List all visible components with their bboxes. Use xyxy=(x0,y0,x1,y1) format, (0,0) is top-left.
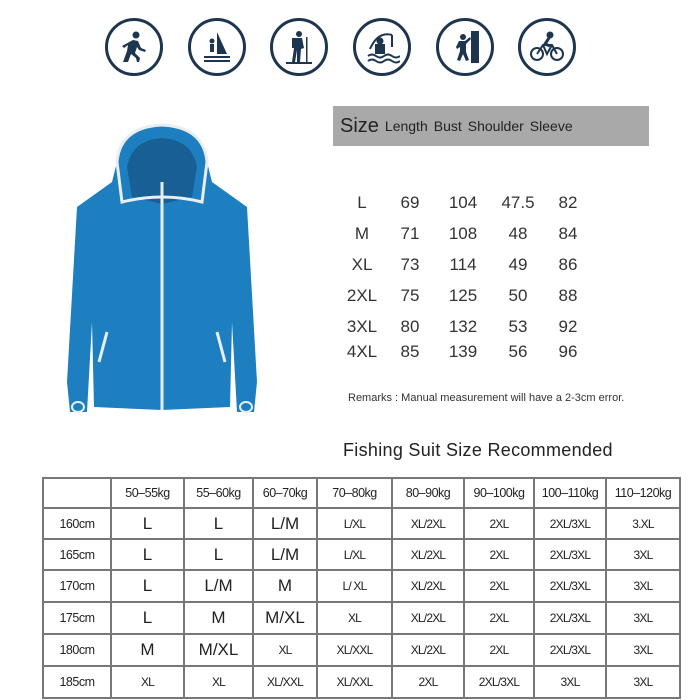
size-cell: M xyxy=(253,570,317,602)
size-cell: 3XL xyxy=(606,666,680,698)
header-shoulder: Shoulder xyxy=(467,118,524,134)
size-cell: 2XL xyxy=(464,570,534,602)
column-header: 55–60kg xyxy=(184,478,253,508)
size-cell: 3.XL xyxy=(606,508,680,539)
remark: Remarks : Manual measurement will have a 2-3cm error. xyxy=(348,392,625,404)
walking-icon xyxy=(105,18,163,76)
size-cell: L/M xyxy=(253,539,317,570)
size-cell: 2XL xyxy=(464,508,534,539)
measurement-value: 96 xyxy=(558,342,578,361)
recommend-table xyxy=(42,477,681,699)
size-cell: XL xyxy=(111,666,184,698)
size-cell: M/XL xyxy=(184,634,253,666)
size-chart-header xyxy=(333,106,649,146)
size-cell: XL/XXL xyxy=(253,666,317,698)
size-cell: 3XL xyxy=(606,634,680,666)
fishing-icon xyxy=(353,18,411,76)
size-cell: M xyxy=(111,634,184,666)
table-row xyxy=(43,570,680,602)
measurement-value: 48 xyxy=(508,224,528,243)
size-label: 3XL xyxy=(346,317,378,336)
measurement-value: 69 xyxy=(400,193,420,212)
table-row xyxy=(43,666,680,698)
size-cell: XL xyxy=(253,634,317,666)
size-row xyxy=(340,224,600,248)
column-header: 100–110kg xyxy=(534,478,606,508)
size-cell: 2XL/3XL xyxy=(534,508,606,539)
size-cell: L/XL xyxy=(317,508,392,539)
size-cell: L xyxy=(111,570,184,602)
column-header: 110–120kg xyxy=(606,478,680,508)
size-label: XL xyxy=(351,255,373,274)
size-cell: XL xyxy=(184,666,253,698)
size-cell: L xyxy=(111,602,184,634)
size-cell: 2XL xyxy=(464,539,534,570)
measurement-value: 125 xyxy=(448,286,478,305)
table-row xyxy=(43,602,680,634)
measurement-value: 73 xyxy=(400,255,420,274)
height-label: 170cm xyxy=(43,570,111,602)
header-bust: Bust xyxy=(433,118,462,134)
size-cell: 3XL xyxy=(606,539,680,570)
size-cell: M/XL xyxy=(253,602,317,634)
measurement-value: 53 xyxy=(508,317,528,336)
size-cell: 3XL xyxy=(534,666,606,698)
column-header: 50–55kg xyxy=(111,478,184,508)
recommend-title: Fishing Suit Size Recommended xyxy=(343,440,613,460)
measurement-value: 114 xyxy=(449,255,477,274)
size-cell: XL xyxy=(317,602,392,634)
size-cell: XL/2XL xyxy=(392,570,464,602)
column-header: 70–80kg xyxy=(317,478,392,508)
cycling-icon xyxy=(518,18,576,76)
size-cell: 3XL xyxy=(606,602,680,634)
column-header xyxy=(43,478,111,508)
height-label: 185cm xyxy=(43,666,111,698)
size-cell: XL/2XL xyxy=(392,539,464,570)
size-cell: XL/2XL xyxy=(392,602,464,634)
jacket-image xyxy=(62,122,262,422)
measurement-value: 49 xyxy=(508,255,528,274)
measurement-value: 86 xyxy=(558,255,578,274)
size-row xyxy=(340,193,600,217)
size-label: L xyxy=(357,193,367,212)
measurement-value: 85 xyxy=(400,342,420,361)
size-cell: 3XL xyxy=(606,570,680,602)
table-row xyxy=(43,634,680,666)
column-header: 90–100kg xyxy=(464,478,534,508)
size-row xyxy=(340,317,600,341)
measurement-value: 56 xyxy=(508,342,528,361)
height-label: 175cm xyxy=(43,602,111,634)
size-cell: 2XL/3XL xyxy=(534,634,606,666)
size-cell: XL/XXL xyxy=(317,666,392,698)
measurement-value: 132 xyxy=(448,317,478,336)
size-cell: L xyxy=(111,508,184,539)
size-label: M xyxy=(354,224,370,243)
table-row xyxy=(43,539,680,570)
size-cell: XL/XXL xyxy=(317,634,392,666)
climbing-icon xyxy=(436,18,494,76)
measurement-value: 75 xyxy=(400,286,420,305)
measurement-value: 88 xyxy=(558,286,578,305)
header-size: Size xyxy=(340,114,379,137)
height-label: 160cm xyxy=(43,508,111,539)
measurement-value: 104 xyxy=(448,193,478,212)
size-cell: L/M xyxy=(253,508,317,539)
size-cell: M xyxy=(184,602,253,634)
sailing-icon xyxy=(188,18,246,76)
size-row xyxy=(340,286,600,310)
hiking-icon xyxy=(270,18,328,76)
size-cell: L/M xyxy=(184,570,253,602)
measurement-value: 47.5 xyxy=(501,193,535,212)
measurement-value: 82 xyxy=(558,193,578,212)
table-row xyxy=(43,508,680,539)
size-cell: 2XL/3XL xyxy=(534,539,606,570)
measurement-value: 139 xyxy=(448,342,478,361)
size-cell: 2XL xyxy=(392,666,464,698)
measurement-value: 84 xyxy=(558,224,578,243)
height-label: 180cm xyxy=(43,634,111,666)
size-cell: 2XL/3XL xyxy=(534,602,606,634)
size-label: 4XL xyxy=(346,342,378,361)
column-header: 60–70kg xyxy=(253,478,317,508)
size-cell: L xyxy=(184,539,253,570)
height-label: 165cm xyxy=(43,539,111,570)
size-row xyxy=(340,255,600,279)
measurement-value: 80 xyxy=(400,317,420,336)
size-cell: 2XL xyxy=(464,602,534,634)
size-row xyxy=(340,342,600,366)
measurement-value: 108 xyxy=(448,224,478,243)
header-sleeve: Sleeve xyxy=(529,118,573,134)
size-cell: L xyxy=(111,539,184,570)
size-cell: L/XL xyxy=(317,539,392,570)
measurement-value: 92 xyxy=(558,317,578,336)
size-cell: XL/2XL xyxy=(392,634,464,666)
size-cell: L xyxy=(184,508,253,539)
table-header-row xyxy=(43,478,680,508)
size-cell: 2XL/3XL xyxy=(534,570,606,602)
measurement-value: 71 xyxy=(400,224,420,243)
column-header: 80–90kg xyxy=(392,478,464,508)
size-label: 2XL xyxy=(346,286,378,305)
header-length: Length xyxy=(384,118,428,134)
size-cell: 2XL xyxy=(464,634,534,666)
size-cell: XL/2XL xyxy=(392,508,464,539)
measurement-value: 50 xyxy=(508,286,528,305)
size-cell: 2XL/3XL xyxy=(464,666,534,698)
size-cell: L/ XL xyxy=(317,570,392,602)
